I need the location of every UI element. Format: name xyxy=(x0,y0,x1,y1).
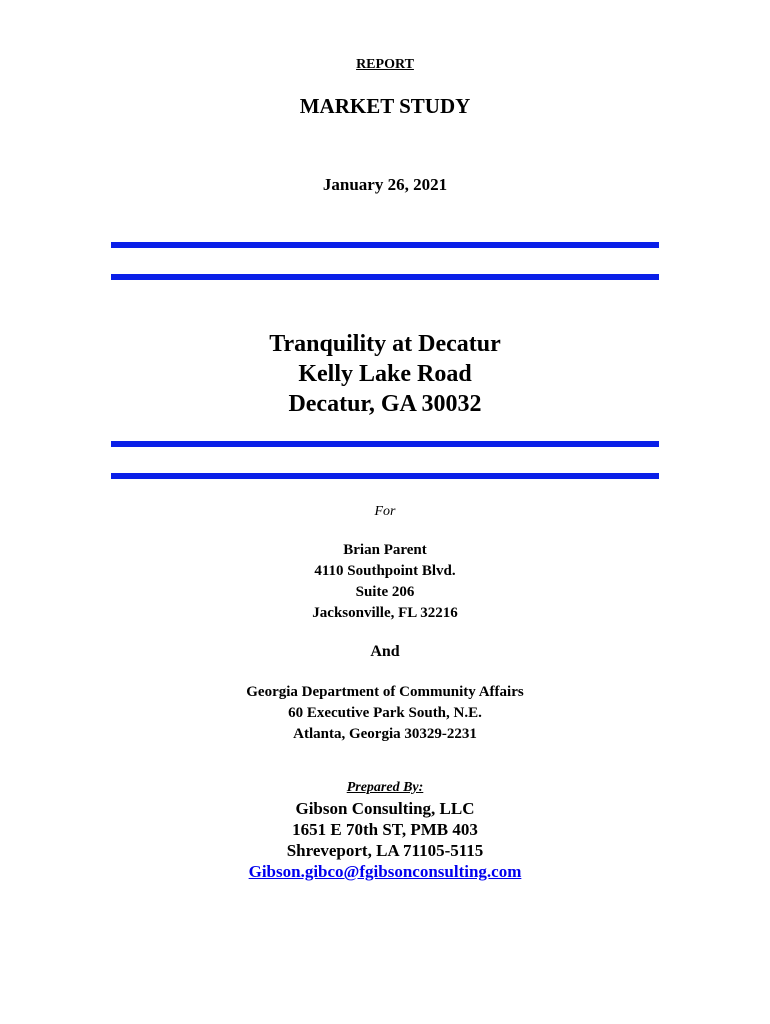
property-city-state-zip: Decatur, GA 30032 xyxy=(288,391,482,417)
preparer-address-line1: 1651 E 70th ST, PMB 403 xyxy=(292,820,478,839)
property-name: Tranquility at Decatur xyxy=(269,331,501,357)
preparer-name: Gibson Consulting, LLC xyxy=(295,799,475,818)
preparer-city-state-zip: Shreveport, LA 71105-5115 xyxy=(286,841,484,860)
agency-name: Georgia Department of Community Affairs xyxy=(246,684,524,700)
for-label: For xyxy=(374,504,396,519)
client-name: Brian Parent xyxy=(343,542,427,558)
property-street: Kelly Lake Road xyxy=(298,361,472,387)
preparer-email-link[interactable]: Gibson.gibco@fgibsonconsulting.com xyxy=(248,862,522,881)
client-address-line1: 4110 Southpoint Blvd. xyxy=(314,563,456,579)
divider-rule-bottom-2 xyxy=(111,473,659,479)
divider-rule-top-2 xyxy=(111,274,659,280)
client-city-state-zip: Jacksonville, FL 32216 xyxy=(312,605,458,621)
report-date: January 26, 2021 xyxy=(322,175,448,194)
report-label: REPORT xyxy=(356,57,414,72)
divider-rule-top-1 xyxy=(111,242,659,248)
divider-rule-bottom-1 xyxy=(111,441,659,447)
prepared-by-label: Prepared By: xyxy=(346,780,424,795)
preparer-email-row xyxy=(0,862,770,882)
and-label: And xyxy=(370,643,400,660)
agency-address-line1: 60 Executive Park South, N.E. xyxy=(288,705,482,721)
client-address-line2: Suite 206 xyxy=(355,584,415,600)
document-title: MARKET STUDY xyxy=(299,94,471,118)
agency-city-state-zip: Atlanta, Georgia 30329-2231 xyxy=(293,726,477,742)
